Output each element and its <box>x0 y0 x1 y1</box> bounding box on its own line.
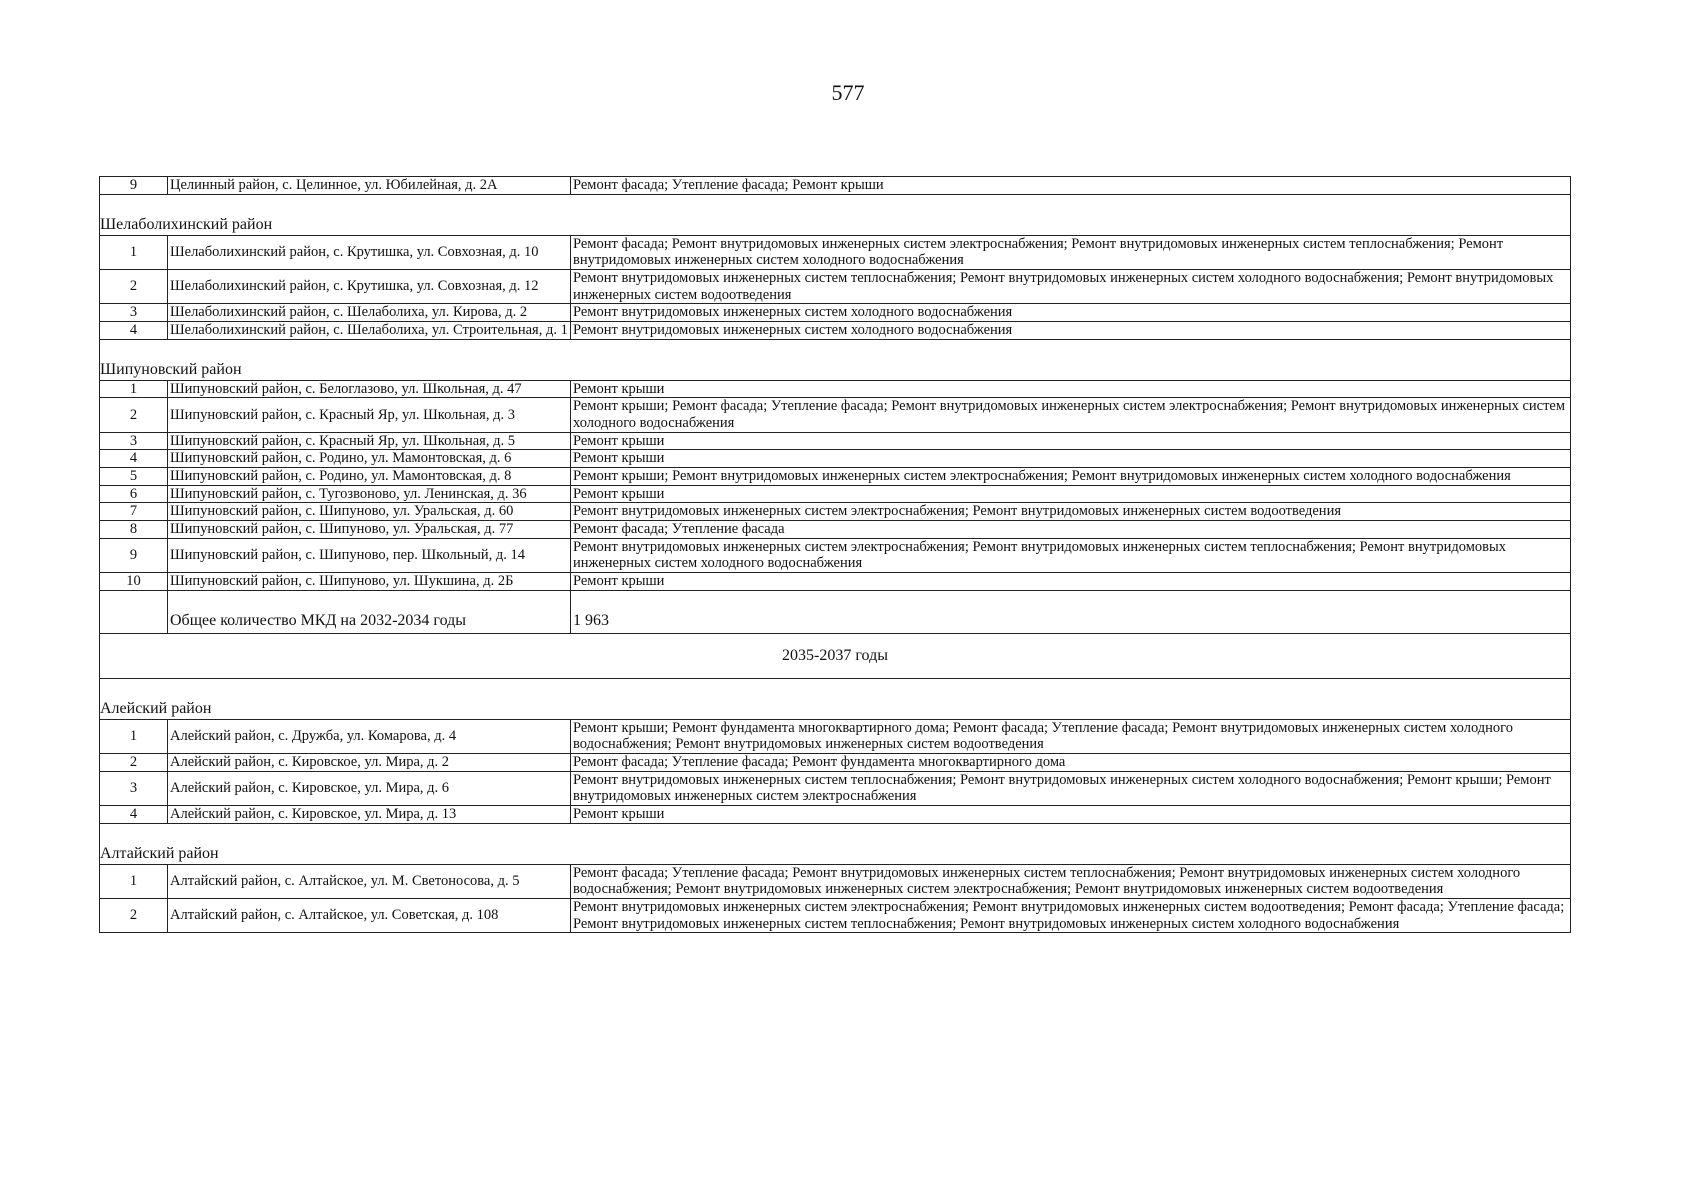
row-number: 2 <box>100 270 168 304</box>
district-section-row <box>100 823 1571 864</box>
row-number: 3 <box>100 771 168 805</box>
row-number: 2 <box>100 398 168 432</box>
row-works: Ремонт крыши <box>571 432 1571 450</box>
district-heading: Алейский район <box>100 678 1571 719</box>
table-row <box>100 538 1571 572</box>
row-number: 2 <box>100 754 168 772</box>
row-works: Ремонт внутридомовых инженерных систем теплоснабжения; Ремонт внутридомовых инженерных систем холодного водоснабжения; Ремонт крыши; Ремонт внутридомовых инженерных систем электроснабжения <box>571 771 1571 805</box>
row-works: Ремонт фасада; Утепление фасада; Ремонт внутридомовых инженерных систем теплоснабжения; Ремонт внутридомовых инженерных систем холодного водоснабжения; Ремонт внутридомовых инженерных систем электроснабжения; Ремонт внутридомовых инженерных систем водоотведения <box>571 864 1571 898</box>
district-section-row <box>100 339 1571 380</box>
table-row <box>100 468 1571 486</box>
row-number: 4 <box>100 322 168 340</box>
table-row <box>100 177 1571 195</box>
table-row <box>100 432 1571 450</box>
table-row <box>100 450 1571 468</box>
period-row <box>100 633 1571 678</box>
table-row <box>100 573 1571 591</box>
row-number: 9 <box>100 538 168 572</box>
row-address: Алейский район, с. Кировское, ул. Мира, д. 13 <box>168 806 571 824</box>
row-works: Ремонт крыши <box>571 380 1571 398</box>
row-address: Шелаболихинский район, с. Шелаболиха, ул. Кирова, д. 2 <box>168 304 571 322</box>
row-number: 8 <box>100 521 168 539</box>
row-works: Ремонт фасада; Утепление фасада <box>571 521 1571 539</box>
row-number: 7 <box>100 503 168 521</box>
row-works: Ремонт крыши <box>571 450 1571 468</box>
row-works: Ремонт внутридомовых инженерных систем холодного водоснабжения <box>571 304 1571 322</box>
row-address: Шипуновский район, с. Родино, ул. Мамонтовская, д. 8 <box>168 468 571 486</box>
row-number: 3 <box>100 432 168 450</box>
housing-repair-table <box>99 176 1571 933</box>
row-works: Ремонт фасада; Утепление фасада; Ремонт фундамента многоквартирного дома <box>571 754 1571 772</box>
table-row <box>100 754 1571 772</box>
row-address: Шипуновский район, с. Шипуново, ул. Уральская, д. 77 <box>168 521 571 539</box>
row-address: Шипуновский район, с. Красный Яр, ул. Школьная, д. 3 <box>168 398 571 432</box>
row-address: Алейский район, с. Дружба, ул. Комарова, д. 4 <box>168 719 571 753</box>
row-works: Ремонт крыши <box>571 485 1571 503</box>
table-row <box>100 503 1571 521</box>
row-address: Шелаболихинский район, с. Крутишка, ул. Совхозная, д. 12 <box>168 270 571 304</box>
row-number: 4 <box>100 450 168 468</box>
row-works: Ремонт внутридомовых инженерных систем теплоснабжения; Ремонт внутридомовых инженерных систем холодного водоснабжения; Ремонт внутридомовых инженерных систем водоотведения <box>571 270 1571 304</box>
page-number: 577 <box>831 80 865 105</box>
table-row <box>100 899 1571 933</box>
row-address: Шелаболихинский район, с. Крутишка, ул. Совхозная, д. 10 <box>168 235 571 269</box>
row-works: Ремонт внутридомовых инженерных систем электроснабжения; Ремонт внутридомовых инженерных систем водоотведения <box>571 503 1571 521</box>
row-number: 6 <box>100 485 168 503</box>
total-spacer <box>100 590 168 633</box>
row-works: Ремонт внутридомовых инженерных систем электроснабжения; Ремонт внутридомовых инженерных систем водоотведения; Ремонт фасада; Утепление фасада; Ремонт внутридомовых инженерных систем теплоснабжения; Ремонт внутридомовых инженерных систем холодного водоснабжения <box>571 899 1571 933</box>
district-heading: Шипуновский район <box>100 339 1571 380</box>
table-row <box>100 771 1571 805</box>
row-address: Шипуновский район, с. Белоглазово, ул. Школьная, д. 47 <box>168 380 571 398</box>
row-works: Ремонт крыши <box>571 806 1571 824</box>
total-label: Общее количество МКД на 2032-2034 годы <box>168 590 571 633</box>
row-works: Ремонт крыши; Ремонт фасада; Утепление фасада; Ремонт внутридомовых инженерных систем электроснабжения; Ремонт внутридомовых инженерных систем холодного водоснабжения <box>571 398 1571 432</box>
row-address: Алтайский район, с. Алтайское, ул. М. Светоносова, д. 5 <box>168 864 571 898</box>
table-row <box>100 270 1571 304</box>
row-address: Шипуновский район, с. Родино, ул. Мамонтовская, д. 6 <box>168 450 571 468</box>
table-body <box>100 177 1571 933</box>
row-address: Алейский район, с. Кировское, ул. Мира, д. 6 <box>168 771 571 805</box>
row-address: Шипуновский район, с. Тугозвоново, ул. Ленинская, д. 36 <box>168 485 571 503</box>
table-row <box>100 398 1571 432</box>
row-works: Ремонт крыши; Ремонт фундамента многоквартирного дома; Ремонт фасада; Утепление фасада; Ремонт внутридомовых инженерных систем холодного водоснабжения; Ремонт внутридомовых инженерных систем водоотведения <box>571 719 1571 753</box>
row-number: 1 <box>100 380 168 398</box>
district-heading: Шелаболихинский район <box>100 194 1571 235</box>
row-address: Шипуновский район, с. Шипуново, ул. Уральская, д. 60 <box>168 503 571 521</box>
row-address: Шипуновский район, с. Шипуново, ул. Шукшина, д. 2Б <box>168 573 571 591</box>
total-row <box>100 590 1571 633</box>
table-row <box>100 235 1571 269</box>
total-value: 1 963 <box>571 590 1571 633</box>
row-address: Целинный район, с. Целинное, ул. Юбилейная, д. 2А <box>168 177 571 195</box>
row-works: Ремонт крыши <box>571 573 1571 591</box>
table-row <box>100 380 1571 398</box>
table-row <box>100 322 1571 340</box>
row-number: 3 <box>100 304 168 322</box>
table-row <box>100 719 1571 753</box>
table-row <box>100 485 1571 503</box>
row-number: 10 <box>100 573 168 591</box>
row-works: Ремонт фасада; Ремонт внутридомовых инженерных систем электроснабжения; Ремонт внутридомовых инженерных систем теплоснабжения; Ремонт внутридомовых инженерных систем холодного водоснабжения <box>571 235 1571 269</box>
period-heading: 2035-2037 годы <box>100 633 1571 678</box>
district-section-row <box>100 678 1571 719</box>
row-address: Шипуновский район, с. Шипуново, пер. Школьный, д. 14 <box>168 538 571 572</box>
row-number: 9 <box>100 177 168 195</box>
row-address: Шипуновский район, с. Красный Яр, ул. Школьная, д. 5 <box>168 432 571 450</box>
table-row <box>100 864 1571 898</box>
row-number: 1 <box>100 235 168 269</box>
row-address: Алтайский район, с. Алтайское, ул. Советская, д. 108 <box>168 899 571 933</box>
table-row <box>100 304 1571 322</box>
row-number: 1 <box>100 864 168 898</box>
row-works: Ремонт фасада; Утепление фасада; Ремонт крыши <box>571 177 1571 195</box>
row-address: Шелаболихинский район, с. Шелаболиха, ул. Строительная, д. 1 <box>168 322 571 340</box>
table-row <box>100 521 1571 539</box>
district-heading: Алтайский район <box>100 823 1571 864</box>
row-works: Ремонт крыши; Ремонт внутридомовых инженерных систем электроснабжения; Ремонт внутридомовых инженерных систем холодного водоснабжения <box>571 468 1571 486</box>
table-row <box>100 806 1571 824</box>
row-works: Ремонт внутридомовых инженерных систем холодного водоснабжения <box>571 322 1571 340</box>
district-section-row <box>100 194 1571 235</box>
row-number: 5 <box>100 468 168 486</box>
row-number: 1 <box>100 719 168 753</box>
row-address: Алейский район, с. Кировское, ул. Мира, д. 2 <box>168 754 571 772</box>
row-number: 2 <box>100 899 168 933</box>
row-number: 4 <box>100 806 168 824</box>
row-works: Ремонт внутридомовых инженерных систем электроснабжения; Ремонт внутридомовых инженерных систем теплоснабжения; Ремонт внутридомовых инженерных систем холодного водоснабжения <box>571 538 1571 572</box>
